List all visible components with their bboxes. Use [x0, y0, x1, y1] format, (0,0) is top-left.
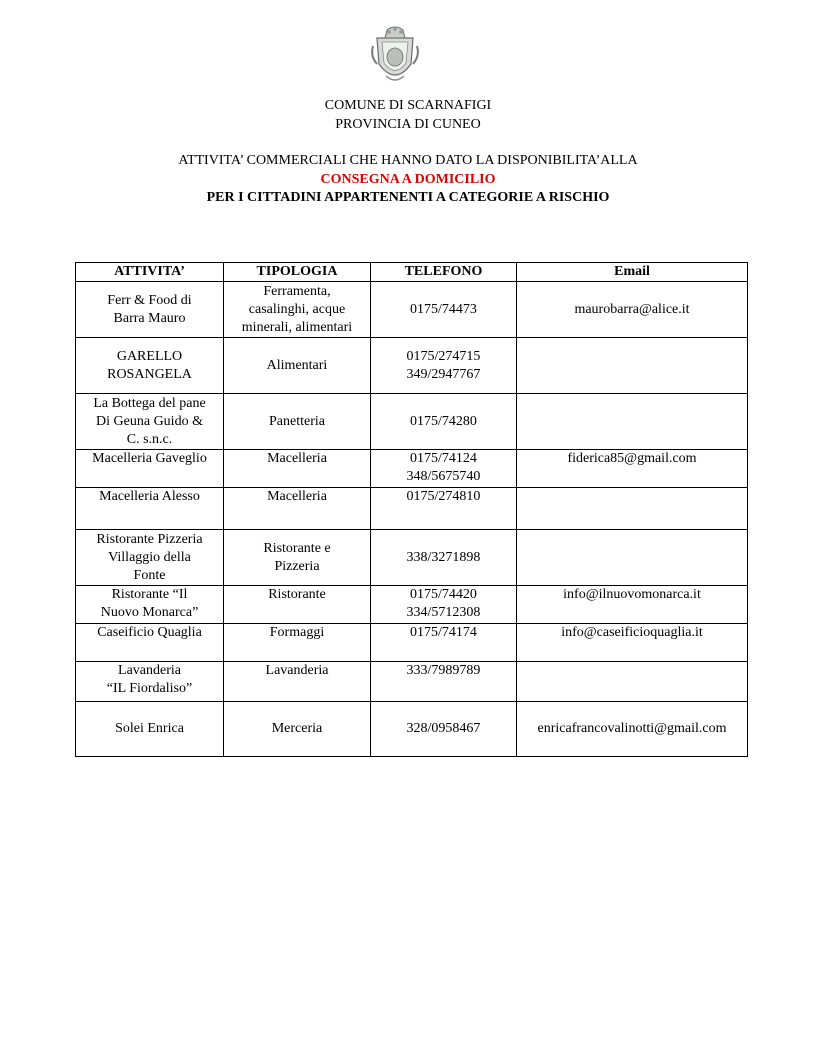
attivita-line: Fonte	[133, 567, 166, 583]
attivita-cell	[76, 586, 224, 624]
tipologia-line: casalinghi, acque	[248, 301, 346, 317]
attivita-line: Lavanderia	[118, 663, 181, 678]
email-cell	[517, 624, 748, 662]
tipologia-line: Ristorante	[268, 587, 326, 602]
attivita-cell	[76, 488, 224, 530]
tipologia-cell	[224, 624, 371, 662]
tipologia-cell	[224, 488, 371, 530]
attivita-line: Ristorante “Il	[111, 587, 188, 602]
telefono-line: 0175/74473	[410, 301, 477, 317]
tipologia-line: Panetteria	[269, 413, 325, 429]
column-header-telefono: TELEFONO	[371, 263, 517, 282]
telefono-line: 0175/74174	[410, 625, 477, 640]
attivita-cell	[76, 450, 224, 488]
email-cell	[517, 586, 748, 624]
attivita-line: Solei Enrica	[115, 721, 184, 736]
attivita-cell	[76, 282, 224, 338]
tipologia-line: Merceria	[271, 721, 323, 736]
column-header-tipologia: TIPOLOGIA	[224, 263, 371, 282]
telefono-line: 338/3271898	[406, 549, 481, 565]
email-line: info@caseificioquaglia.it	[561, 625, 703, 640]
comune-title: COMUNE DI SCARNAFIGI	[324, 98, 492, 113]
tipologia-line: Lavanderia	[265, 663, 329, 678]
column-header-attivita: ATTIVITA’	[76, 263, 224, 282]
tipologia-line: minerali, alimentari	[241, 319, 353, 335]
attivita-cell	[76, 394, 224, 450]
email-cell	[517, 394, 748, 450]
table-body	[76, 282, 748, 757]
tipologia-line: Macelleria	[267, 489, 327, 504]
subtitle-line: PER I CITTADINI APPARTENENTI A CATEGORIE A RISCHIO	[206, 190, 610, 205]
telefono-line: 0175/74280	[410, 413, 477, 429]
attivita-line: La Bottega del pane	[93, 395, 206, 411]
email-line: maurobarra@alice.it	[574, 301, 690, 317]
tipologia-cell	[224, 530, 371, 586]
email-cell	[517, 702, 748, 757]
attivita-line: Macelleria Gaveglio	[92, 451, 207, 466]
email-line: enricafrancovalinotti@gmail.com	[537, 721, 727, 736]
telefono-line: 0175/274715	[406, 348, 481, 364]
tipologia-line: Ristorante e	[263, 540, 331, 556]
table-row	[76, 702, 748, 757]
provincia-title: PROVINCIA DI CUNEO	[335, 117, 481, 132]
tipologia-cell	[224, 450, 371, 488]
attivita-cell	[76, 702, 224, 757]
attivita-line: Ferr & Food di	[107, 292, 192, 308]
telefono-line: 333/7989789	[406, 663, 481, 678]
telefono-cell	[371, 488, 517, 530]
intro-line: ATTIVITA’ COMMERCIALI CHE HANNO DATO LA DISPONIBILITA’ALLA	[178, 153, 638, 168]
attivita-line: “IL Fiordaliso”	[106, 681, 193, 696]
activities-table	[75, 262, 748, 757]
tipologia-cell	[224, 394, 371, 450]
telefono-cell	[371, 586, 517, 624]
tipologia-cell	[224, 586, 371, 624]
tipologia-cell	[224, 702, 371, 757]
table-row	[76, 394, 748, 450]
email-cell	[517, 282, 748, 338]
attivita-line: C. s.n.c.	[126, 431, 173, 447]
attivita-line: Villaggio della	[108, 549, 191, 565]
column-header-email: Email	[517, 263, 748, 282]
tipologia-line: Ferramenta,	[263, 283, 331, 299]
table-header-row	[76, 263, 748, 282]
email-cell	[517, 488, 748, 530]
highlight-line: CONSEGNA A DOMICILIO	[320, 172, 496, 187]
telefono-line: 348/5675740	[406, 469, 481, 484]
tipologia-cell	[224, 338, 371, 394]
telefono-cell	[371, 282, 517, 338]
attivita-line: GARELLO	[116, 348, 183, 364]
attivita-cell	[76, 624, 224, 662]
telefono-line: 328/0958467	[406, 721, 481, 736]
email-cell	[517, 450, 748, 488]
table-row	[76, 530, 748, 586]
attivita-line: ROSANGELA	[107, 366, 192, 382]
attivita-line: Nuovo Monarca”	[100, 605, 199, 620]
telefono-cell	[371, 338, 517, 394]
telefono-line: 334/5712308	[406, 605, 481, 620]
table-row	[76, 586, 748, 624]
coat-of-arms-icon	[369, 24, 421, 88]
email-line: info@ilnuovomonarca.it	[563, 587, 701, 602]
attivita-cell	[76, 662, 224, 702]
telefono-line: 0175/74124	[410, 451, 477, 466]
telefono-line: 0175/274810	[406, 489, 481, 504]
telefono-line: 0175/74420	[410, 587, 477, 602]
telefono-cell	[371, 530, 517, 586]
table-row	[76, 282, 748, 338]
email-cell	[517, 662, 748, 702]
email-cell	[517, 338, 748, 394]
attivita-line: Caseificio Quaglia	[97, 625, 202, 640]
table-row	[76, 488, 748, 530]
telefono-line: 349/2947767	[406, 366, 481, 382]
email-line: fiderica85@gmail.com	[567, 451, 697, 466]
tipologia-line: Alimentari	[266, 357, 328, 373]
table-row	[76, 624, 748, 662]
table-row	[76, 662, 748, 702]
tipologia-line: Formaggi	[269, 625, 325, 640]
attivita-line: Ristorante Pizzeria	[96, 531, 203, 547]
telefono-cell	[371, 624, 517, 662]
attivita-line: Macelleria Alesso	[99, 489, 200, 504]
table-row	[76, 450, 748, 488]
telefono-cell	[371, 450, 517, 488]
tipologia-cell	[224, 282, 371, 338]
table-row	[76, 338, 748, 394]
tipologia-cell	[224, 662, 371, 702]
telefono-cell	[371, 662, 517, 702]
telefono-cell	[371, 394, 517, 450]
attivita-line: Di Geuna Guido &	[96, 413, 203, 429]
attivita-cell	[76, 530, 224, 586]
attivita-line: Barra Mauro	[113, 310, 186, 326]
tipologia-line: Pizzeria	[274, 558, 320, 574]
email-cell	[517, 530, 748, 586]
telefono-cell	[371, 702, 517, 757]
attivita-cell	[76, 338, 224, 394]
tipologia-line: Macelleria	[267, 451, 327, 466]
